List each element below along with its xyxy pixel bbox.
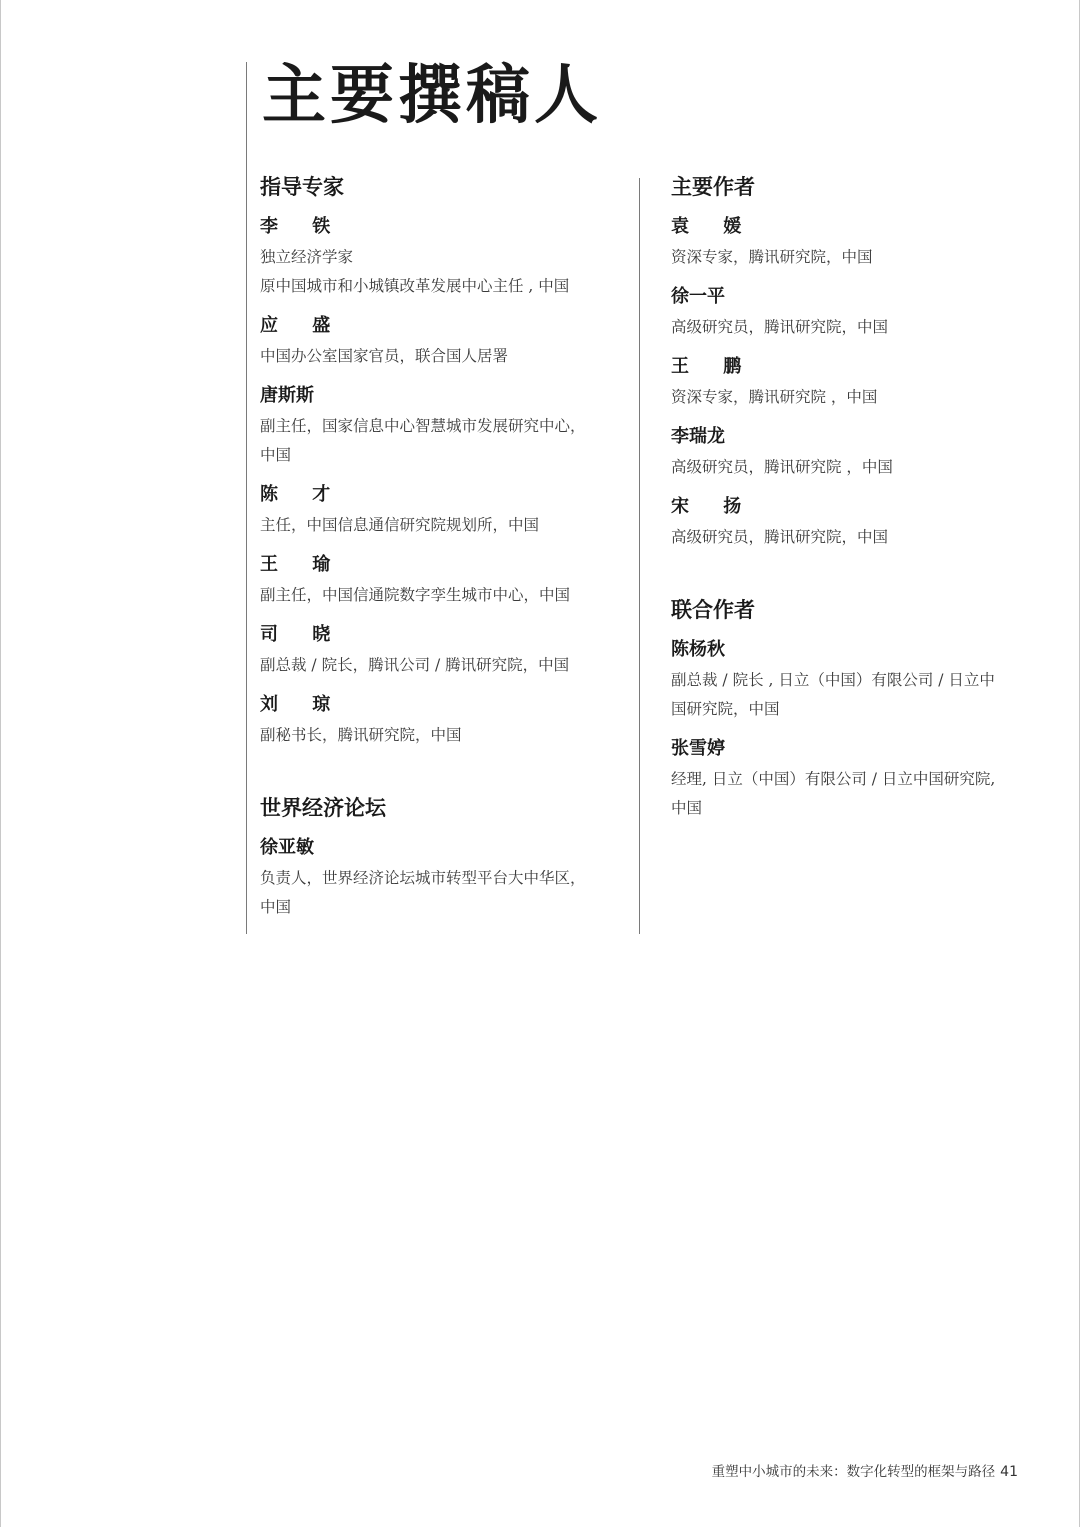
page-title: 主要撰稿人 <box>262 58 602 133</box>
section-heading: 世界经济论坛 <box>260 795 386 820</box>
affiliation-line: 副主任，国家信息中心智慧城市发展研究中心， <box>260 417 586 435</box>
left-column <box>260 171 630 922</box>
contributor-affiliation <box>671 765 1041 823</box>
contributor-section <box>671 171 1041 552</box>
contributor-name: 张雪婷 <box>671 738 725 759</box>
contributor-affiliation <box>260 651 630 680</box>
contributor-affiliation <box>260 721 630 750</box>
affiliation-line: 经理, 日立（中国）有限公司 / 日立中国研究院, <box>671 770 996 788</box>
contributor-name: 陈杨秋 <box>671 639 725 660</box>
affiliation-line: 国研究院，中国 <box>671 700 780 718</box>
section-heading: 指导专家 <box>260 174 344 199</box>
contributor-entry <box>671 736 1041 823</box>
contributor-entry <box>260 552 630 610</box>
contributor-entry <box>260 692 630 750</box>
contributor-affiliation <box>260 581 630 610</box>
section-heading: 联合作者 <box>671 597 755 622</box>
contributor-entry <box>671 637 1041 724</box>
contributor-name: 司 晓 <box>260 624 345 645</box>
contributor-affiliation <box>260 511 630 540</box>
page-number: 41 <box>1000 1464 1018 1480</box>
contributor-name: 陈 才 <box>260 484 345 505</box>
contributor-section <box>260 171 630 750</box>
contributor-name: 徐一平 <box>671 286 725 307</box>
contributor-section <box>260 792 630 922</box>
affiliation-line: 独立经济学家 <box>260 248 354 266</box>
contributor-affiliation <box>671 453 1041 482</box>
affiliation-line: 负责人，世界经济论坛城市转型平台大中华区， <box>260 869 586 887</box>
right-column <box>671 171 1041 823</box>
affiliation-line: 主任，中国信息通信研究院规划所，中国 <box>260 516 540 534</box>
affiliation-line: 副秘书长，腾讯研究院，中国 <box>260 726 462 744</box>
contributor-entry <box>671 214 1041 272</box>
contributor-affiliation <box>260 412 630 470</box>
affiliation-line: 副总裁 / 院长，腾讯公司 / 腾讯研究院，中国 <box>260 656 570 674</box>
column-divider <box>639 178 640 934</box>
contributor-name: 唐斯斯 <box>260 385 314 406</box>
affiliation-line: 资深专家，腾讯研究院，中国 <box>671 248 873 266</box>
affiliation-line: 资深专家，腾讯研究院 ，中国 <box>671 388 878 406</box>
contributor-affiliation <box>671 243 1041 272</box>
page-footer <box>712 1462 1018 1482</box>
affiliation-line: 中国办公室国家官员，联合国人居署 <box>260 347 509 365</box>
affiliation-line: 高级研究员，腾讯研究院，中国 <box>671 318 889 336</box>
affiliation-line: 中国 <box>671 799 703 817</box>
contributor-name: 宋 扬 <box>671 496 756 517</box>
contributor-entry <box>260 622 630 680</box>
contributor-affiliation <box>671 666 1041 724</box>
page-edge-left <box>0 0 1 1527</box>
affiliation-line: 中国 <box>260 446 292 464</box>
footer-title: 重塑中小城市的未来：数字化转型的框架与路径 <box>711 1464 996 1480</box>
contributor-name: 徐亚敏 <box>260 837 314 858</box>
section-heading: 主要作者 <box>671 174 755 199</box>
affiliation-line: 原中国城市和小城镇改革发展中心主任 , 中国 <box>260 277 570 295</box>
contributor-affiliation <box>260 864 630 922</box>
contributor-entry <box>260 482 630 540</box>
contributor-affiliation <box>260 243 630 301</box>
contributor-entry <box>260 383 630 470</box>
affiliation-line: 副主任，中国信通院数字孪生城市中心，中国 <box>260 586 571 604</box>
affiliation-line: 高级研究员，腾讯研究院，中国 <box>671 528 889 546</box>
contributor-affiliation <box>671 523 1041 552</box>
contributor-entry <box>671 424 1041 482</box>
affiliation-line: 高级研究员，腾讯研究院 ，中国 <box>671 458 893 476</box>
affiliation-line: 副总裁 / 院长 , 日立（中国）有限公司 / 日立中 <box>671 671 995 689</box>
contributor-name: 应 盛 <box>260 315 345 336</box>
contributor-name: 刘 琼 <box>260 694 345 715</box>
contributor-section <box>671 594 1041 823</box>
affiliation-line: 中国 <box>260 898 292 916</box>
contributor-affiliation <box>260 342 630 371</box>
title-vertical-rule <box>246 62 247 934</box>
contributor-name: 袁 媛 <box>671 216 756 237</box>
contributor-name: 李 铁 <box>260 216 345 237</box>
contributor-name: 李瑞龙 <box>671 426 725 447</box>
contributor-entry <box>671 354 1041 412</box>
contributor-entry <box>260 313 630 371</box>
contributor-entry <box>671 494 1041 552</box>
contributor-entry <box>671 284 1041 342</box>
contributor-entry <box>260 835 630 922</box>
contributor-affiliation <box>671 383 1041 412</box>
contributor-name: 王 瑜 <box>260 554 345 575</box>
contributor-entry <box>260 214 630 301</box>
contributor-affiliation <box>671 313 1041 342</box>
contributor-name: 王 鹏 <box>671 356 756 377</box>
